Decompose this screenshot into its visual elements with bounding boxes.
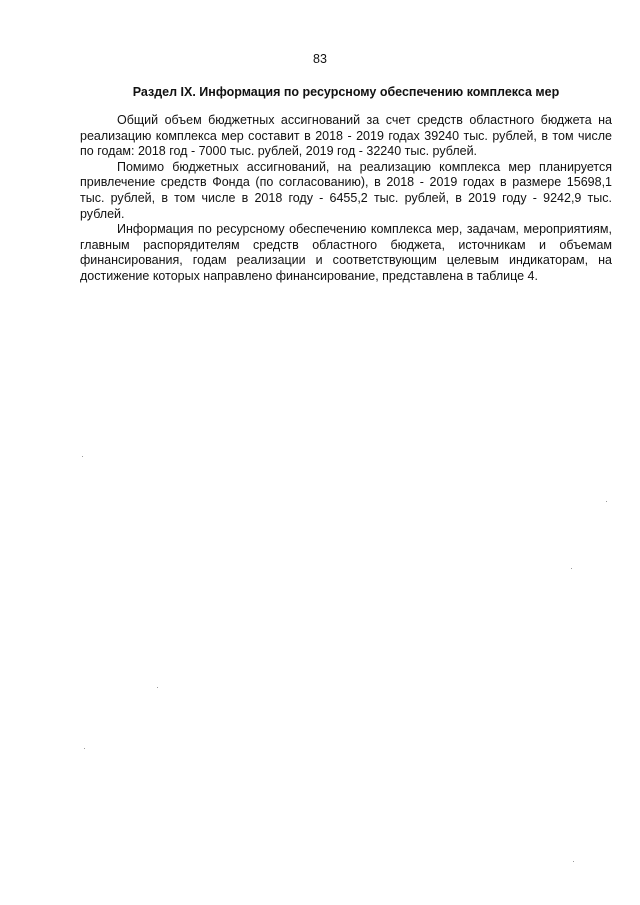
scan-speck bbox=[157, 687, 158, 688]
paragraph-fund-resources: Помимо бюджетных ассигнований, на реализацию комплекса мер планируется привлечение средств Фонда (по согласованию), в 2018 - 2019 годах в размере 15698,1 тыс. рублей, в том числе в 2018 году - 6455,2 тыс. рублей, в 2019 году - 9242,9 тыс. рублей. bbox=[80, 159, 612, 221]
scan-speck bbox=[573, 861, 574, 862]
scan-speck bbox=[571, 568, 572, 569]
scan-speck bbox=[606, 501, 607, 502]
page-number: 83 bbox=[313, 52, 327, 66]
paragraph-budget-allocations: Общий объем бюджетных ассигнований за счет средств областного бюджета на реализацию комплекса мер составит в 2018 - 2019 годах 39240 тыс. рублей, в том числе по годам: 2018 год - 7000 тыс. рублей, 2019 год - 32240 тыс. рублей. bbox=[80, 113, 612, 159]
scan-speck bbox=[82, 456, 83, 457]
section-title: Раздел IX. Информация по ресурсному обеспечению комплекса мер bbox=[132, 85, 560, 99]
scan-speck bbox=[84, 748, 85, 749]
paragraph-table-reference: Информация по ресурсному обеспечению комплекса мер, задачам, мероприятиям, главным распорядителям средств областного бюджета, источникам и объемам финансирования, годам реализации и соответствующим целевым индикаторам, на достижение которых направлено финансирование, представлена в таблице 4. bbox=[80, 222, 612, 283]
body-text bbox=[80, 113, 612, 285]
